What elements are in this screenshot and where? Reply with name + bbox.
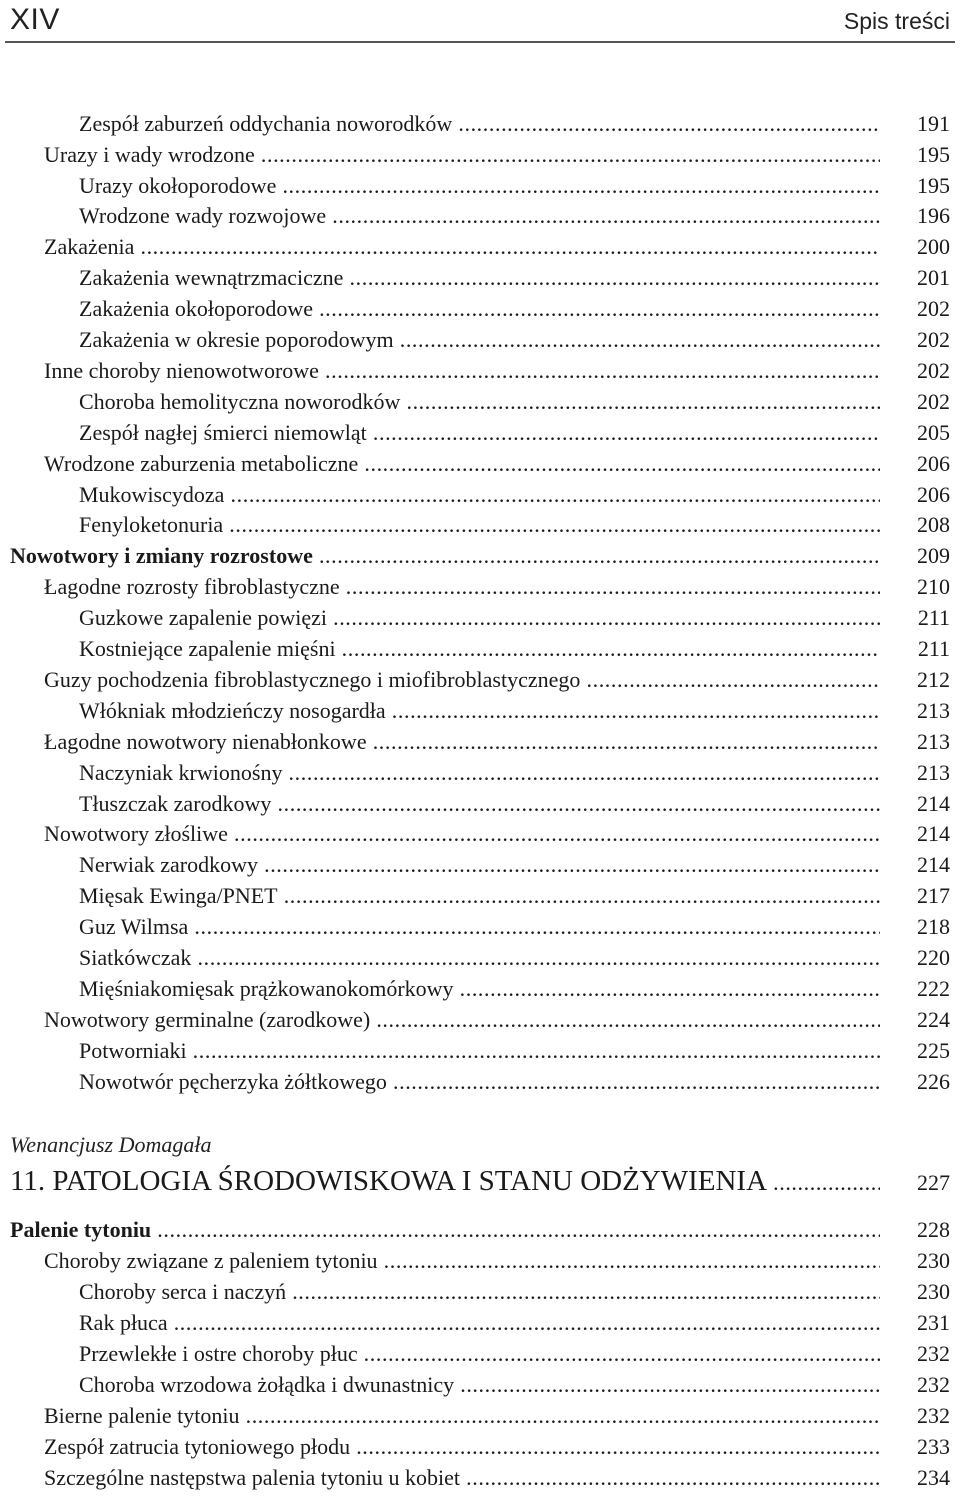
toc-entry-title: Bierne palenie tytoniu ..... [44,1400,880,1431]
page-number: XIV [10,3,60,36]
toc-entry-page: 232 [917,1372,950,1397]
toc-entry[interactable] [0,726,960,757]
toc-entry-page: 231 [917,1310,950,1335]
toc-entry[interactable] [0,973,960,1004]
toc-entry[interactable] [0,1035,960,1066]
toc-entry-title: Łagodne nowotwory nienabłonkowe ..... [44,726,880,757]
toc-entry-page: 200 [917,234,950,259]
toc-entry-page: 202 [917,296,950,321]
toc-entry-page: 195 [917,142,950,167]
toc-entry-title: Urazy i wady wrodzone ..... [44,139,880,170]
toc-entry-title: Choroba hemolityczna noworodków ..... [79,386,880,417]
toc-entry[interactable] [0,1004,960,1035]
toc-entry-page: 206 [917,482,950,507]
toc-entry-title: Naczyniak krwionośny ..... [79,757,880,788]
toc-entry[interactable] [0,1338,960,1369]
toc-entry-title: Mukowiscydoza ..... [79,479,880,510]
toc-entry[interactable] [0,108,960,139]
toc-entry[interactable] [0,509,960,540]
toc-entry-page: 224 [917,1007,950,1032]
toc-entry[interactable] [0,911,960,942]
toc-entry-title: Przewlekłe i ostre choroby płuc ..... [79,1338,880,1369]
toc-entry[interactable] [0,788,960,819]
toc-entry-title: Wrodzone wady rozwojowe ..... [79,200,880,231]
toc-entry-page: 225 [917,1038,950,1063]
toc-entry-page: 208 [917,512,950,537]
toc-entry[interactable] [0,170,960,201]
toc-section-entry[interactable] [0,1214,960,1245]
toc-entry[interactable] [0,633,960,664]
toc-entry-title: Zespół nagłej śmierci niemowląt ..... [79,417,880,448]
toc-entry-title: Zakażenia ..... [44,231,880,262]
toc-entry-title: Choroby związane z paleniem tytoniu ..... [44,1245,880,1276]
toc-entry-title: Nowotwory złośliwe ..... [44,818,880,849]
toc-entry-title: Nowotwór pęcherzyka żółtkowego ..... [79,1066,880,1097]
toc-entry-page: 206 [917,451,950,476]
toc-entry[interactable] [0,1307,960,1338]
toc-entry-title: Nowotwory germinalne (zarodkowe) ..... [44,1004,880,1035]
toc-entry-title: Guzkowe zapalenie powięzi ..... [79,602,880,633]
toc-entry[interactable] [0,479,960,510]
toc-entry-page: 230 [917,1279,950,1304]
toc-entry-title: Zakażenia okołoporodowe ..... [79,293,880,324]
toc-entry-title: Nerwiak zarodkowy ..... [79,849,880,880]
toc-entry-title: Zespół zaburzeń oddychania noworodków ..... [79,108,880,139]
toc-entry-title: Mięsak Ewinga/PNET ..... [79,880,880,911]
toc-entry-title: Urazy okołoporodowe ..... [79,170,880,201]
chapter-author: Wenancjusz Domagała [10,1132,212,1157]
toc-entry-page: 222 [917,976,950,1001]
toc-entry-title: Potworniaki ..... [79,1035,880,1066]
toc-entry-page: 233 [917,1434,950,1459]
toc-entry-title: Kostniejące zapalenie mięśni ..... [79,633,880,664]
toc-entry-title: Fenyloketonuria ..... [79,509,880,540]
toc-entry-page: 213 [917,698,950,723]
toc-entry-title: Zakażenia w okresie poporodowym ..... [79,324,880,355]
toc-entry-title: Mięśniakomięsak prążkowanokomórkowy ..... [79,973,880,1004]
toc-entry-page: 213 [917,760,950,785]
toc-entry[interactable] [0,602,960,633]
toc-entry-title: Choroby serca i naczyń ..... [79,1276,880,1307]
toc-entry-page: 202 [917,389,950,414]
toc-entry-page: 226 [917,1069,950,1094]
toc-entry-page: 202 [917,358,950,383]
toc-entry[interactable] [0,200,960,231]
toc-entry[interactable] [0,324,960,355]
toc-entry[interactable] [0,262,960,293]
toc-section-entry[interactable] [0,540,960,571]
toc-entry[interactable] [0,139,960,170]
toc-entry-page: 214 [917,791,950,816]
running-title: Spis treści [843,8,950,34]
toc-entry-title: Zespół zatrucia tytoniowego płodu ..... [44,1431,880,1462]
toc-entry-page: 210 [917,574,950,599]
toc-entry-page: 217 [917,883,950,908]
toc-entry[interactable] [0,757,960,788]
toc-entry-page: 209 [917,543,950,568]
toc-entry[interactable] [0,417,960,448]
toc-entry-title: Łagodne rozrosty fibroblastyczne ..... [44,571,880,602]
toc-entry[interactable] [0,818,960,849]
toc-entry-title: Palenie tytoniu ..... [10,1214,880,1245]
chapter-page: 227 [917,1170,950,1195]
toc-entry[interactable] [0,1245,960,1276]
toc-entry[interactable] [0,664,960,695]
toc-entry-title: Guzy pochodzenia fibroblastycznego i miofibroblastycznego ..... [44,664,880,695]
toc-entry-page: 212 [917,667,950,692]
toc-entry-title: Włókniak młodzieńczy nosogardła ..... [79,695,880,726]
toc-entry[interactable] [0,355,960,386]
toc-entry[interactable] [0,1066,960,1097]
toc-entry[interactable] [0,231,960,262]
toc-entry[interactable] [0,1369,960,1400]
toc-entry-page: 220 [917,945,950,970]
toc-entry-page: 232 [917,1403,950,1428]
toc-entry-page: 211 [917,636,950,661]
toc-entry-title: Rak płuca ..... [79,1307,880,1338]
toc-entry-title: Szczególne następstwa palenia tytoniu u kobiet ..... [44,1462,880,1493]
toc-entry-page: 218 [917,914,950,939]
toc-entry-page: 191 [917,111,950,136]
toc-entry-page: 234 [917,1465,950,1490]
toc-entry[interactable] [0,1400,960,1431]
toc-entry[interactable] [0,880,960,911]
toc-entry[interactable] [0,695,960,726]
toc-entry[interactable] [0,293,960,324]
toc-entry-page: 213 [917,729,950,754]
toc-entry-title: Zakażenia wewnątrzmaciczne ..... [79,262,880,293]
toc-entry[interactable] [0,571,960,602]
toc-entry[interactable] [0,386,960,417]
toc-entry-title: Inne choroby nienowotworowe ..... [44,355,880,386]
toc-entry-page: 196 [917,203,950,228]
toc-entry[interactable] [0,942,960,973]
toc-entry-page: 205 [917,420,950,445]
toc-entry-title: Wrodzone zaburzenia metaboliczne ..... [44,448,880,479]
toc-entry-page: 232 [917,1341,950,1366]
toc-entry-page: 228 [917,1217,950,1242]
toc-entry-page: 202 [917,327,950,352]
toc-entry[interactable] [0,448,960,479]
toc-entry-title: Nowotwory i zmiany rozrostowe ..... [10,540,880,571]
toc-entry-page: 211 [917,605,950,630]
toc-entry[interactable] [0,1431,960,1462]
toc-entry-title: Tłuszczak zarodkowy ..... [79,788,880,819]
toc-entry-title: Guz Wilmsa ..... [79,911,880,942]
page-header [0,0,960,44]
toc-entry-page: 214 [917,821,950,846]
toc-entry-page: 230 [917,1248,950,1273]
chapter-heading[interactable] [0,1161,960,1201]
toc-entry-title: Choroba wrzodowa żołądka i dwunastnicy ..... [79,1369,880,1400]
toc-entry[interactable] [0,849,960,880]
toc-entry-page: 195 [917,173,950,198]
header-rule [5,41,955,43]
toc-entry-title: Siatkówczak ..... [79,942,880,973]
toc-entry-page: 201 [917,265,950,290]
toc-entry[interactable] [0,1462,960,1493]
toc-entry[interactable] [0,1276,960,1307]
toc-entry-page: 214 [917,852,950,877]
chapter-title: 11. PATOLOGIA ŚRODOWISKOWA I STANU ODŻYWIENIA ..... [10,1161,880,1203]
